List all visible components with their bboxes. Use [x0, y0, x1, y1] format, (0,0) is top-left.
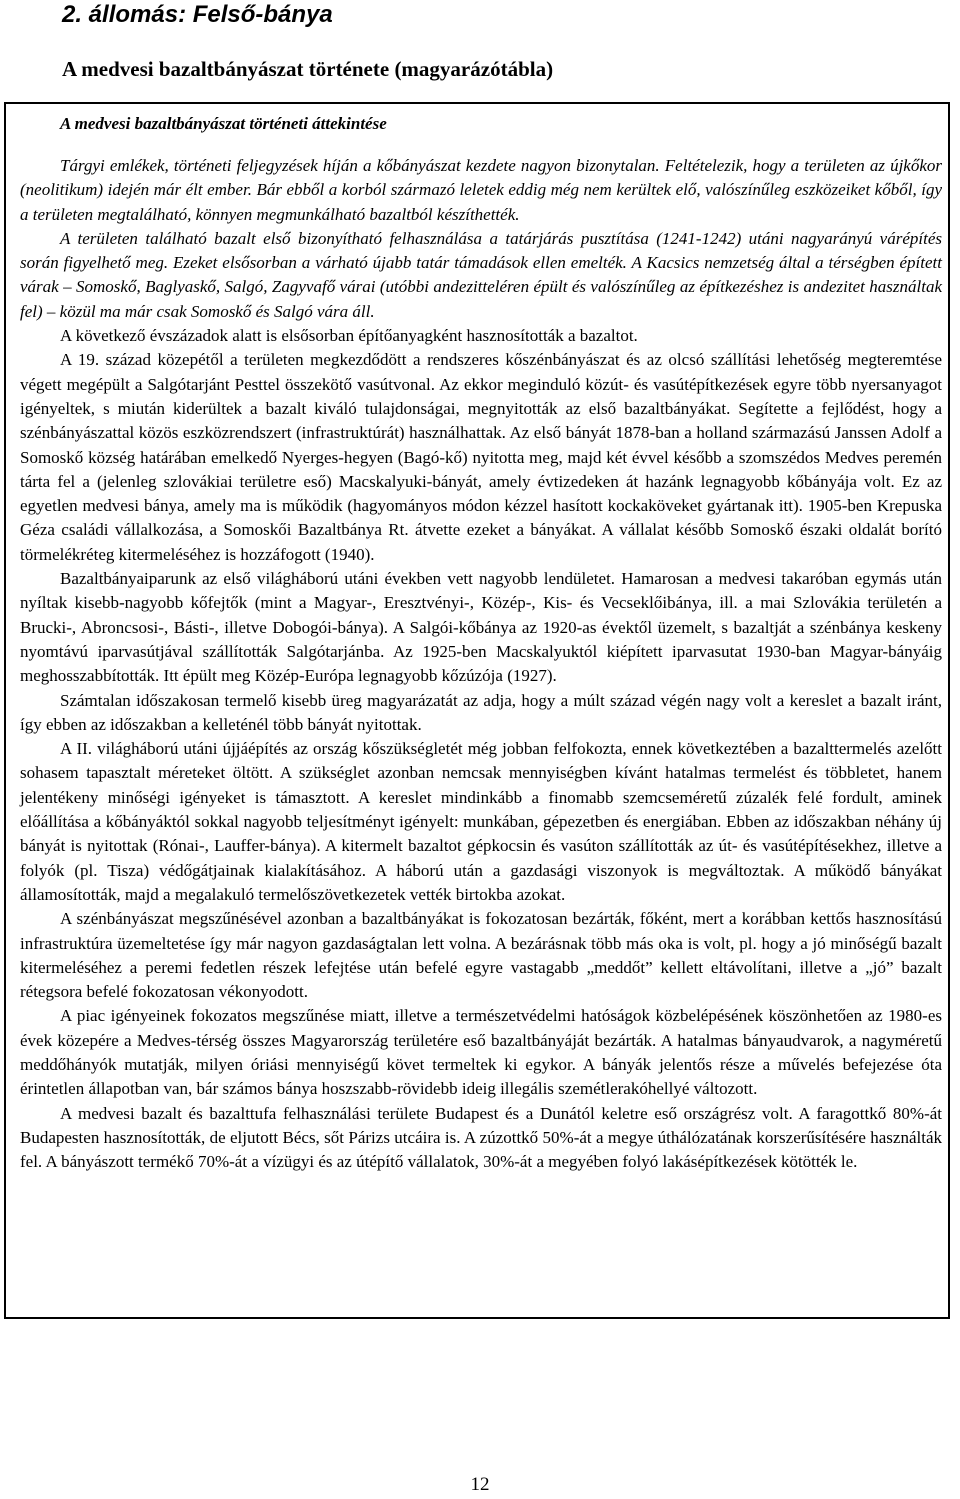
paragraph: A 19. század közepétől a területen megkezdődött a rendszeres kőszénbányászat és az olcsó szállítási lehetőség megteremtése végett megépült a Salgótarjánt Pesttel összekötő vasútvonal. Az ekkor meginduló közút- és vasútépítkezések egyre több nyersanyagot igényeltek, s miután kiderültek a bazalt kiváló tulajdonságai, megnyitották az első bazaltbányákat. Segítette a fejlődést, hogy a szénbányászattal közös eszközrendszert (infrastruktúrát) használhattak. Az első bányát 1878-ban a holland származású Janssen Adolf a Somoskő község határában emelkedő Nyerges-hegyen (Bagó-kő) nyitotta meg, majd két évvel később a szomszédos Medves peremén tárta fel a (jelenleg szlovákiai területre eső) Macskalyuki-bányát, amely évtizedeken át hazánk legnagyobb kőbányája volt. Ez az egyetlen medvesi bánya, amely ma is működik (hagyományos módon kézzel hasított kockaköveket gyártanak itt). 1905-ben Krepuska Géza családi vállalkozása, a Somoskői Bazaltbánya Rt. átvette ezeket a bányákat. A vállalat később Somoskő északi oldalát borító törmelékréteg kitermeléséhez is hozzáfogott (1940). — [20, 350, 942, 564]
body-text — [20, 154, 942, 1174]
box-title: A medvesi bazaltbányászat történeti áttekintése — [60, 114, 387, 133]
paragraph: A következő évszázadok alatt is elsősorban építőanyagként hasznosították a bazaltot. — [60, 326, 638, 346]
paragraph: Bazaltbányaiparunk az első világháború utáni években vett nagyobb lendületet. Hamarosan a medvesi takaróban egymás után nyíltak kisebb-nagyobb kőfejtők (mint a Magyar-, Eresztvényi-, Közép-, Kis- és Vecseklőibánya, ill. a mai Szlovákia területén a Brucki-, Abroncsosi-, Básti-, illetve Dobogói-bánya). A Salgói-kőbánya az 1920-as évektől üzemelt, s bazaltját a szénbánya keskeny nyomtávú iparvasútjával szállították Salgótarjánba. Az 1925-ben Macskalyuktól kiépített iparvasutat 1930-ban Magyar-bányáig meghosszabbították. Itt épült meg Közép-Európa legnagyobb kőzúzója (1927). — [20, 569, 942, 686]
page-number: 12 — [470, 1474, 490, 1495]
paragraph: A II. világháború utáni újjáépítés az ország kőszükségletét még jobban felfokozta, ennek következtében a bazalttermelés azelőtt sohasem tapasztalt méreteket öltött. A szükséglet azonban nemcsak mennyiségben kívánt hatalmas termelést és többletet, hanem jelentékeny minőségi igényeket is támasztott. A kereslet mindinkább a finomabb szemcseméretű zúzalék felé fordult, aminek előállítása a kőbányáktól sokkal nagyobb teljesítményt igényelt: munkában, gépezetben és energiában. Ebben az időszakban néhány új bányát is nyitottak (Rónai-, Lauffer-bánya). A kitermelt bazaltot gépkocsin és vasúton szállították az út- és vasútépítésekhez, illetve a folyók (pl. Tisza) védőgátjainak kialakításához. A háború után a gazdasági viszonyok is megváltoztak. A működő bányákat államosították, majd a megalakuló termelőszövetkezetek vették birtokba azokat. — [20, 739, 942, 904]
paragraph: Számtalan időszakosan termelő kisebb üreg magyarázatát az adja, hogy a múlt század végén nagy volt a kereslet a bazalt iránt, így ebben az időszakban a kelleténél több bányát nyitottak. — [20, 690, 942, 734]
paragraph: Tárgyi emlékek, történeti feljegyzések híján a kőbányászat kezdete nagyon bizonytalan. Feltételezik, hogy a területen az újkőkor (neolitikum) idején már élt ember. Bár ebből a korból származó leletek eddig még nem kerültek elő, valószínűleg eszközeiket kőből, így a területen megtalálható, könnyen megmunkálható bazaltból készíthették. — [20, 156, 942, 224]
page-heading: 2. állomás: Felső-bánya — [62, 1, 333, 28]
paragraph: A piac igényeinek fokozatos megszűnése miatt, illetve a természetvédelmi hatóságok közbelépésének köszönhetően az 1980-es évek közepére a Medves-térség összes Magyarország területére eső bazaltbányáját bezárták. A hatalmas bányaudvarok, a nagyméretű meddőhányók mutatják, milyen óriási mennyiségű követ termeltek ki egykor. A bányák jelentős része a művelés befejezése óta érintetlen állapotban van, bár számos bánya hoszszabb-rövidebb ideig illegális szemétlerakóhellyé változott. — [20, 1006, 942, 1099]
panel-subtitle: A medvesi bazaltbányászat története (magyarázótábla) — [62, 57, 554, 81]
paragraph: A területen található bazalt első bizonyítható felhasználása a tatárjárás pusztítása (1241-1242) utáni nagyarányú várépítés során figyelhető meg. Ezeket elsősorban a várható újabb tatár támadások ellen emelték. A Kacsics nemzetség által a térségben épített várak – Somoskő, Baglyaskő, Salgó, Zagyvafő várai (utóbbi andezitteléren épült és valószínűleg az építkezéshez is andezitet használtak fel) – közül ma már csak Somoskő és Salgó vára áll. — [20, 228, 942, 321]
paragraph: A szénbányászat megszűnésével azonban a bazaltbányákat is fokozatosan bezárták, főként, mert a korábban kettős hasznosítású infrastruktúra üzemeltetése így már nagyon gazdaságtalan lett volna. A bezárásnak több más oka is volt, pl. hogy a jó minőségű bazalt kitermeléséhez a peremi fedetlen részek lefejtése után befelé egyre vastagabb „meddőt” kellett eltávolítani, illetve a „jó” bazalt rétegsora befelé fokozatosan vékonyodott. — [20, 909, 942, 1002]
text-box — [4, 102, 950, 1319]
paragraph: A medvesi bazalt és bazalttufa felhasználási területe Budapest és a Dunától keletre eső országrész volt. A faragottkő 80%-át Budapesten hasznosították, de eljutott Bécs, sőt Párizs utcáira is. A zúzottkő 50%-át a megye úthálózatának korszerűsítésére használták fel. A bányászott termékő 70%-át a vízügyi és az útépítő vállalatok, 30%-át a megyében folyó lakásépítkezések kötötték le. — [20, 1103, 942, 1172]
